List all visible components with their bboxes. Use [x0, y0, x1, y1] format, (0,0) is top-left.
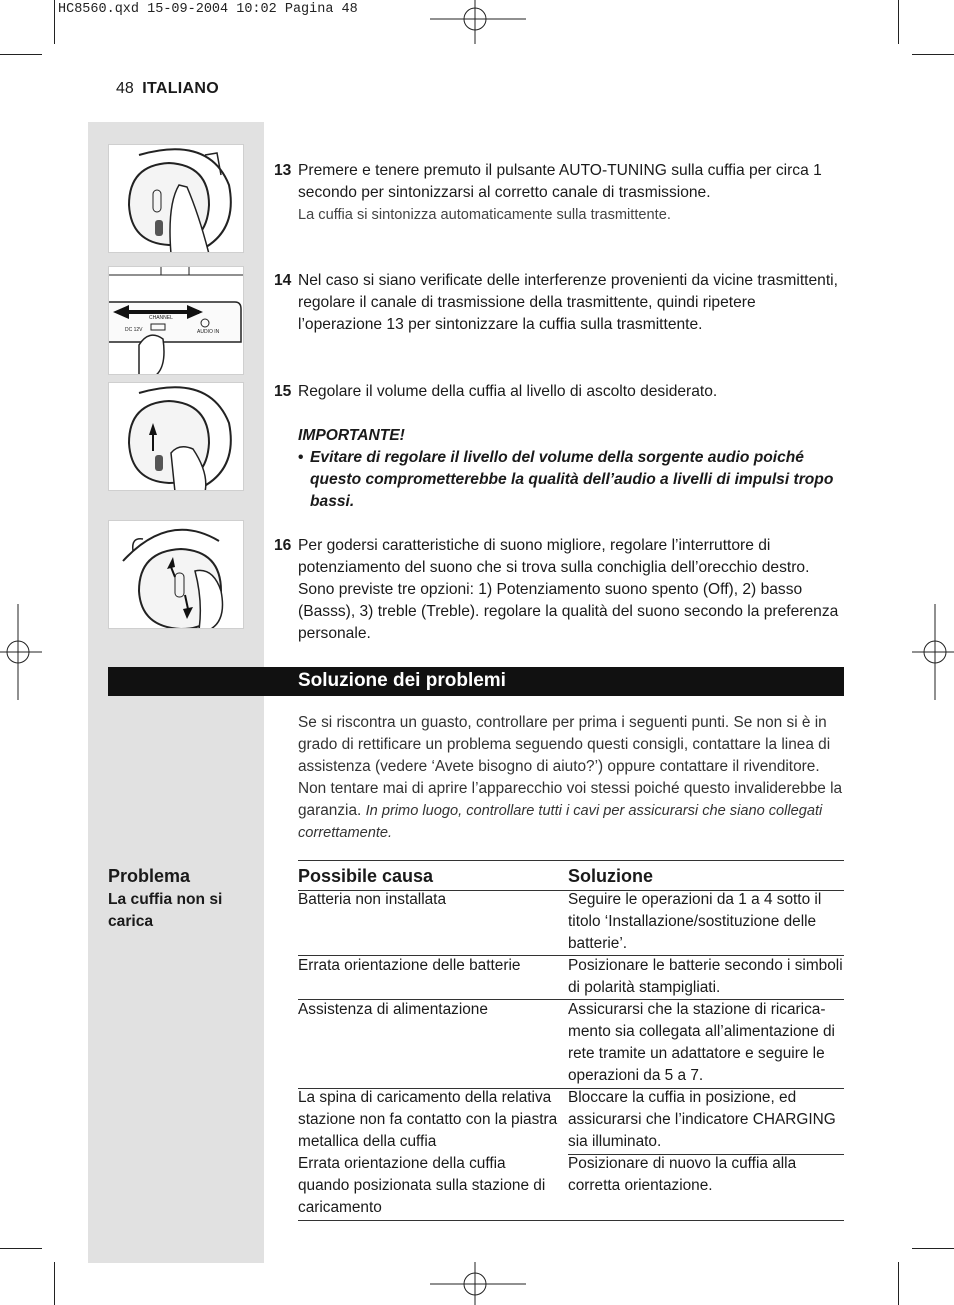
table-top-rule — [298, 860, 844, 861]
step-15 — [274, 381, 844, 513]
headphone-volume-illustration-icon — [109, 383, 244, 491]
step-16 — [274, 535, 844, 645]
intro-italic-text: In primo luogo, controllare tutti i cavi per assicurarsi che siano collegati correttamente. — [298, 803, 823, 841]
table-bottom-rule — [298, 1220, 844, 1221]
figure-transmitter-channel — [108, 266, 244, 375]
section-title: Soluzione dei problemi — [298, 670, 506, 691]
step-number: 16 — [274, 537, 292, 554]
important-note — [298, 447, 844, 513]
figure-headphone-auto-tuning — [108, 144, 244, 253]
step-number: 15 — [274, 383, 292, 400]
solution-cell: Bloccare la cuffia in posizione, ed assicurarsi che l’indicatore CHARGING sia illuminato. — [568, 1089, 836, 1150]
registration-mark-right-icon — [912, 604, 954, 700]
solution-cell: Posizionare di nuovo la cuffia alla corretta orientazione. — [568, 1155, 797, 1194]
cause-cell: Errata orientazione delle batterie — [298, 957, 521, 974]
step-subtext: La cuffia si sintonizza automaticamente sulla trasmittente. — [298, 207, 671, 223]
step-text: Per godersi caratteristiche di suono migliore, regolare l’interruttore di potenziamento del suono che si trova sulla conchiglia dell’orecchio destro. Sono previste tre opzioni: 1) Potenziamento suono spento (Off), 2) basso (Basss), 3) treble (Treble). regolare la qualità del suono secondo la preferenza personale. — [298, 537, 839, 642]
figure-sound-switch — [108, 520, 244, 629]
intro-text: Se si riscontra un guasto, controllare per prima i seguenti punti. Se non si è in grado di rettificare un problema seguendo questi consigli, contattare la linea di assistenza (vedere ‘Avete bisogno di aiuto?’) oppure contattare il rivenditore. Non tentare mai di aprire l’apparecchio voi stessi poiché questo invaliderebbe la garanzia. — [298, 714, 843, 819]
important-note-text: Evitare di regolare il livello del volume della sorgente audio poiché questo comprometterebbe la qualità dell’audio a livelli di impulsi tropo bassi. — [310, 449, 834, 510]
channel-label: CHANNEL — [149, 315, 173, 321]
transmitter-illustration-icon — [109, 267, 244, 375]
registration-mark-left-icon — [0, 604, 42, 700]
registration-mark-top-icon — [430, 0, 526, 44]
problem-cell: La cuffia non si carica — [108, 891, 223, 930]
cause-cell: La spina di caricamento della relativa stazione non fa contatto con la piastra metallica della cuffia — [298, 1089, 558, 1150]
page-number: 48 — [116, 80, 134, 97]
cause-cell: Errata orientazione della cuffia quando posizionata sulla stazione di caricamento — [298, 1155, 546, 1216]
step-text: Regolare il volume della cuffia al livello di ascolto desiderato. — [298, 383, 718, 400]
header-cause: Possibile causa — [298, 866, 434, 886]
dc-label: DC 12V — [125, 327, 143, 333]
important-title: IMPORTANTE! — [298, 427, 405, 444]
step-14 — [274, 270, 844, 336]
print-file-header: HC8560.qxd 15-09-2004 10:02 Pagina 48 — [58, 2, 358, 17]
registration-mark-bottom-icon — [430, 1262, 526, 1305]
header-solution: Soluzione — [568, 866, 653, 886]
page-language: ITALIANO — [142, 80, 220, 97]
cause-cell: Assistenza di alimentazione — [298, 1001, 488, 1018]
step-text: Premere e tenere premuto il pulsante AUTO-TUNING sulla cuffia per circa 1 secondo per sintonizzarsi al corretto canale di trasmissione. — [298, 162, 822, 201]
audio-in-label: AUDIO IN — [197, 329, 220, 335]
sound-switch-illustration-icon — [109, 521, 244, 629]
step-text: Nel caso si siano verificate delle interferenze provenienti da vicine trasmittenti, regolare il canale di trasmissione della trasmittente, quindi ripetere l’operazione 13 per sintonizzare la cuffia sulla trasmittente. — [298, 272, 838, 333]
cause-cell: Batteria non installata — [298, 891, 447, 908]
headphone-illustration-icon — [109, 145, 244, 253]
solution-cell: Assicurarsi che la stazione di ricarica-mento sia collegata all’alimentazione di rete tramite un adattatore e seguire le operazioni da 5 a 7. — [568, 1001, 835, 1084]
header-problem: Problema — [108, 866, 191, 886]
figure-headphone-volume — [108, 382, 244, 491]
step-number: 14 — [274, 272, 292, 289]
section-header-bar — [108, 667, 844, 696]
solution-cell: Posizionare le batterie secondo i simboli di polarità stampigliati. — [568, 957, 843, 996]
solution-cell: Seguire le operazioni da 1 a 4 sotto il titolo ‘Installazione/sostituzione delle batterie’. — [568, 891, 822, 952]
step-13 — [274, 160, 844, 226]
troubleshooting-intro — [298, 712, 846, 844]
step-number: 13 — [274, 162, 292, 179]
bullet-icon: • — [298, 449, 304, 466]
page-heading — [116, 80, 219, 98]
